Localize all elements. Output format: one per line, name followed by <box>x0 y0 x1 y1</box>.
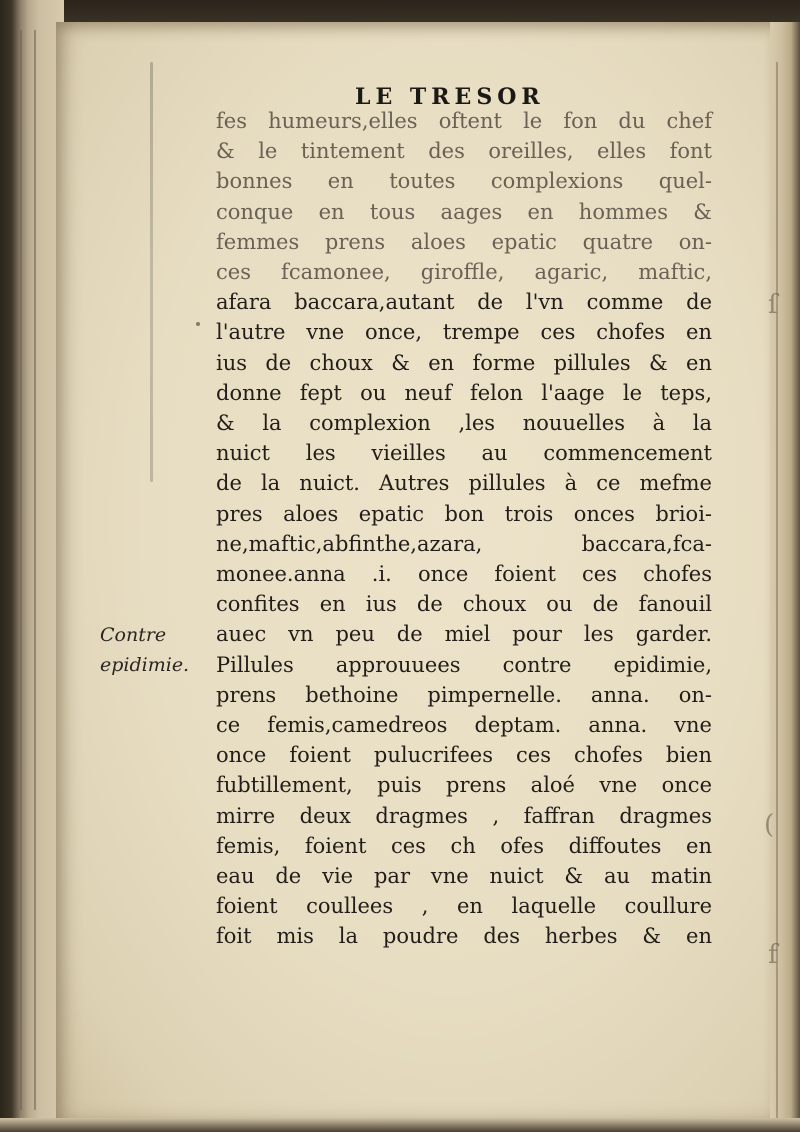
page-edge-bottom <box>0 1118 800 1132</box>
text-line: ce femis,camedreos deptam. anna. vne <box>216 713 712 738</box>
gutter-fold-line <box>20 30 22 1110</box>
text-line: eau de vie par vne nuict & au matin <box>216 864 712 889</box>
text-line: ius de choux & en forme pillules & en <box>216 350 712 375</box>
text-line: confites en ius de choux ou de fanouil <box>216 592 712 617</box>
text-line: fes humeurs,elles oftent le fon du chef <box>216 109 712 133</box>
text-line: & le tintement des oreilles, elles font <box>216 139 712 164</box>
pencil-dot-mark <box>196 322 200 326</box>
page-gutter <box>0 0 64 1132</box>
text-line: afara baccara,autant de l'vn comme de <box>216 290 712 315</box>
text-line: donne fept ou neuf felon l'aage le teps, <box>216 380 712 405</box>
gutter-fold-line <box>34 30 36 1110</box>
text-line: auec vn peu de miel pour les garder. <box>216 622 712 647</box>
bleed-through-mark: f <box>768 940 778 970</box>
text-line: foient coullees , en laquelle coullure <box>216 894 712 919</box>
margin-note-line: Contre <box>100 624 167 646</box>
text-line: ne,maftic,abfinthe,azara, baccara,fca- <box>216 531 712 556</box>
text-line: mirre deux dragmes , faffran dragmes <box>216 803 712 828</box>
text-line: conque en tous aages en hommes & <box>216 199 712 224</box>
text-line: l'autre vne once, trempe ces chofes en <box>216 320 712 345</box>
text-line: femmes prens aloes epatic quatre on- <box>216 229 712 254</box>
margin-note-line: epidimie. <box>100 654 190 676</box>
text-line: femis, foient ces ch ofes diffoutes en <box>216 833 712 858</box>
text-line: foit mis la poudre des herbes & en <box>216 924 712 949</box>
running-head: LE TRESOR <box>355 84 545 110</box>
text-line: fubtillement, puis prens aloé vne once <box>216 773 712 798</box>
text-line: de la nuict. Autres pillules à ce mefme <box>216 471 712 496</box>
margin-note <box>100 620 189 680</box>
text-line: pres aloes epatic bon trois onces brioi- <box>216 501 712 526</box>
bleed-through-mark: ſ <box>768 290 778 320</box>
pencil-margin-mark <box>150 62 153 482</box>
text-line: once foient pulucrifees ces chofes bien <box>216 743 712 768</box>
text-line: & la complexion ,les nouuelles à la <box>216 411 712 436</box>
text-line: monee.anna .i. once foient ces chofes <box>216 562 712 587</box>
text-line: Pillules approuuees contre epidimie, <box>216 652 712 677</box>
text-line: prens bethoine pimpernelle. anna. on- <box>216 682 712 707</box>
text-line: ces fcamonee, giroffle, agaric, maftic, <box>216 260 712 285</box>
body-text <box>216 106 712 952</box>
text-line: bonnes en toutes complexions quel- <box>216 169 712 194</box>
page-edge-line <box>776 62 778 1132</box>
text-line: nuict les vieilles au commencement <box>216 441 712 466</box>
bleed-through-mark: ( <box>764 810 775 840</box>
